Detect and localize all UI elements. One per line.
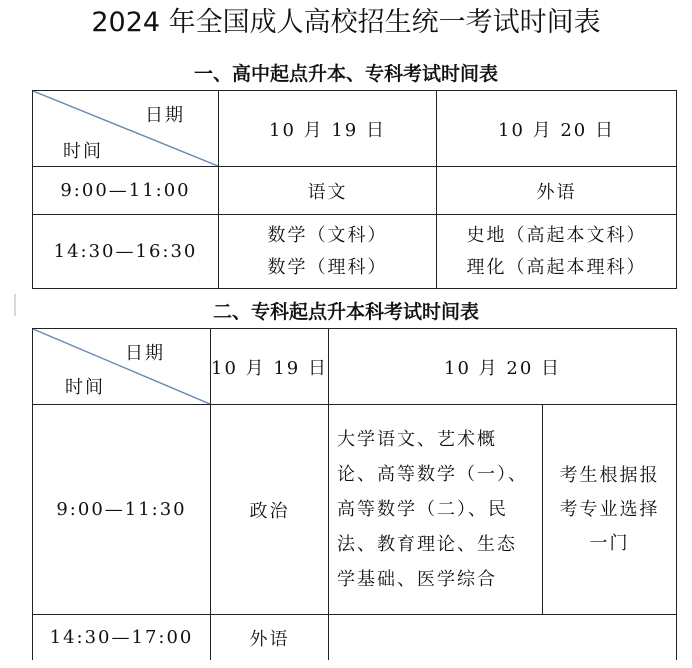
day1-subjects bbox=[219, 167, 437, 215]
table-row bbox=[33, 215, 677, 289]
diagonal-divider bbox=[33, 329, 210, 404]
page-title: 2024 年全国成人高校招生统一考试时间表 bbox=[91, 7, 601, 38]
day2-subjects bbox=[437, 167, 677, 215]
subject-name: 理化（高起本理科） bbox=[466, 256, 647, 278]
subject-name: 外语 bbox=[536, 181, 577, 203]
subject-name: 史地（高起本文科） bbox=[466, 224, 647, 246]
note-line: 考生根据报 bbox=[559, 464, 660, 486]
time-slot: 9:00—11:00 bbox=[33, 167, 219, 215]
day1-subject: 政治 bbox=[211, 405, 329, 615]
diagonal-divider bbox=[33, 91, 218, 166]
schedule-table-2 bbox=[32, 328, 677, 661]
date-axis-label: 日期 bbox=[125, 343, 165, 364]
header-day2: 10 月 20 日 bbox=[329, 329, 677, 405]
header-corner-cell bbox=[33, 91, 219, 167]
date-axis-label: 日期 bbox=[145, 105, 185, 126]
header-day2: 10 月 20 日 bbox=[437, 91, 677, 167]
subject-name: 数学（理科） bbox=[267, 256, 388, 278]
time-slot: 14:30—16:30 bbox=[33, 215, 219, 289]
table-header-row bbox=[33, 91, 677, 167]
table-row bbox=[33, 615, 677, 661]
day2-subject-list bbox=[329, 405, 543, 615]
header-day1: 10 月 19 日 bbox=[211, 329, 329, 405]
time-axis-label: 时间 bbox=[65, 377, 105, 398]
subject-line: 大学语文、艺术概 bbox=[337, 429, 497, 450]
day2-subject-empty bbox=[329, 615, 677, 661]
time-axis-label: 时间 bbox=[63, 141, 103, 162]
day1-subjects bbox=[219, 215, 437, 289]
note-line: 一门 bbox=[589, 532, 630, 554]
subject-line: 高等数学（二）、民 bbox=[337, 499, 508, 520]
schedule-table-1 bbox=[32, 90, 677, 289]
table-header-row bbox=[33, 329, 677, 405]
header-corner-cell bbox=[33, 329, 211, 405]
time-slot: 14:30—17:00 bbox=[33, 615, 211, 661]
subject-name: 语文 bbox=[307, 181, 348, 203]
time-slot: 9:00—11:30 bbox=[33, 405, 211, 615]
section1-heading: 一、高中起点升本、专科考试时间表 bbox=[193, 63, 498, 85]
subject-name: 数学（文科） bbox=[267, 224, 388, 246]
subject-line: 论、高等数学（一）、 bbox=[337, 464, 528, 485]
subject-line: 学基础、医学综合 bbox=[337, 569, 497, 590]
day1-subject: 外语 bbox=[211, 615, 329, 661]
day2-subjects bbox=[437, 215, 677, 289]
note-line: 考专业选择 bbox=[559, 498, 660, 520]
page-bottom-edge bbox=[0, 660, 692, 668]
table-row bbox=[33, 405, 677, 615]
section2-heading: 二、专科起点升本科考试时间表 bbox=[212, 301, 479, 323]
table-row bbox=[33, 167, 677, 215]
header-day1: 10 月 19 日 bbox=[219, 91, 437, 167]
subject-line: 法、教育理论、生态 bbox=[337, 534, 517, 555]
day2-selection-note bbox=[543, 405, 677, 615]
